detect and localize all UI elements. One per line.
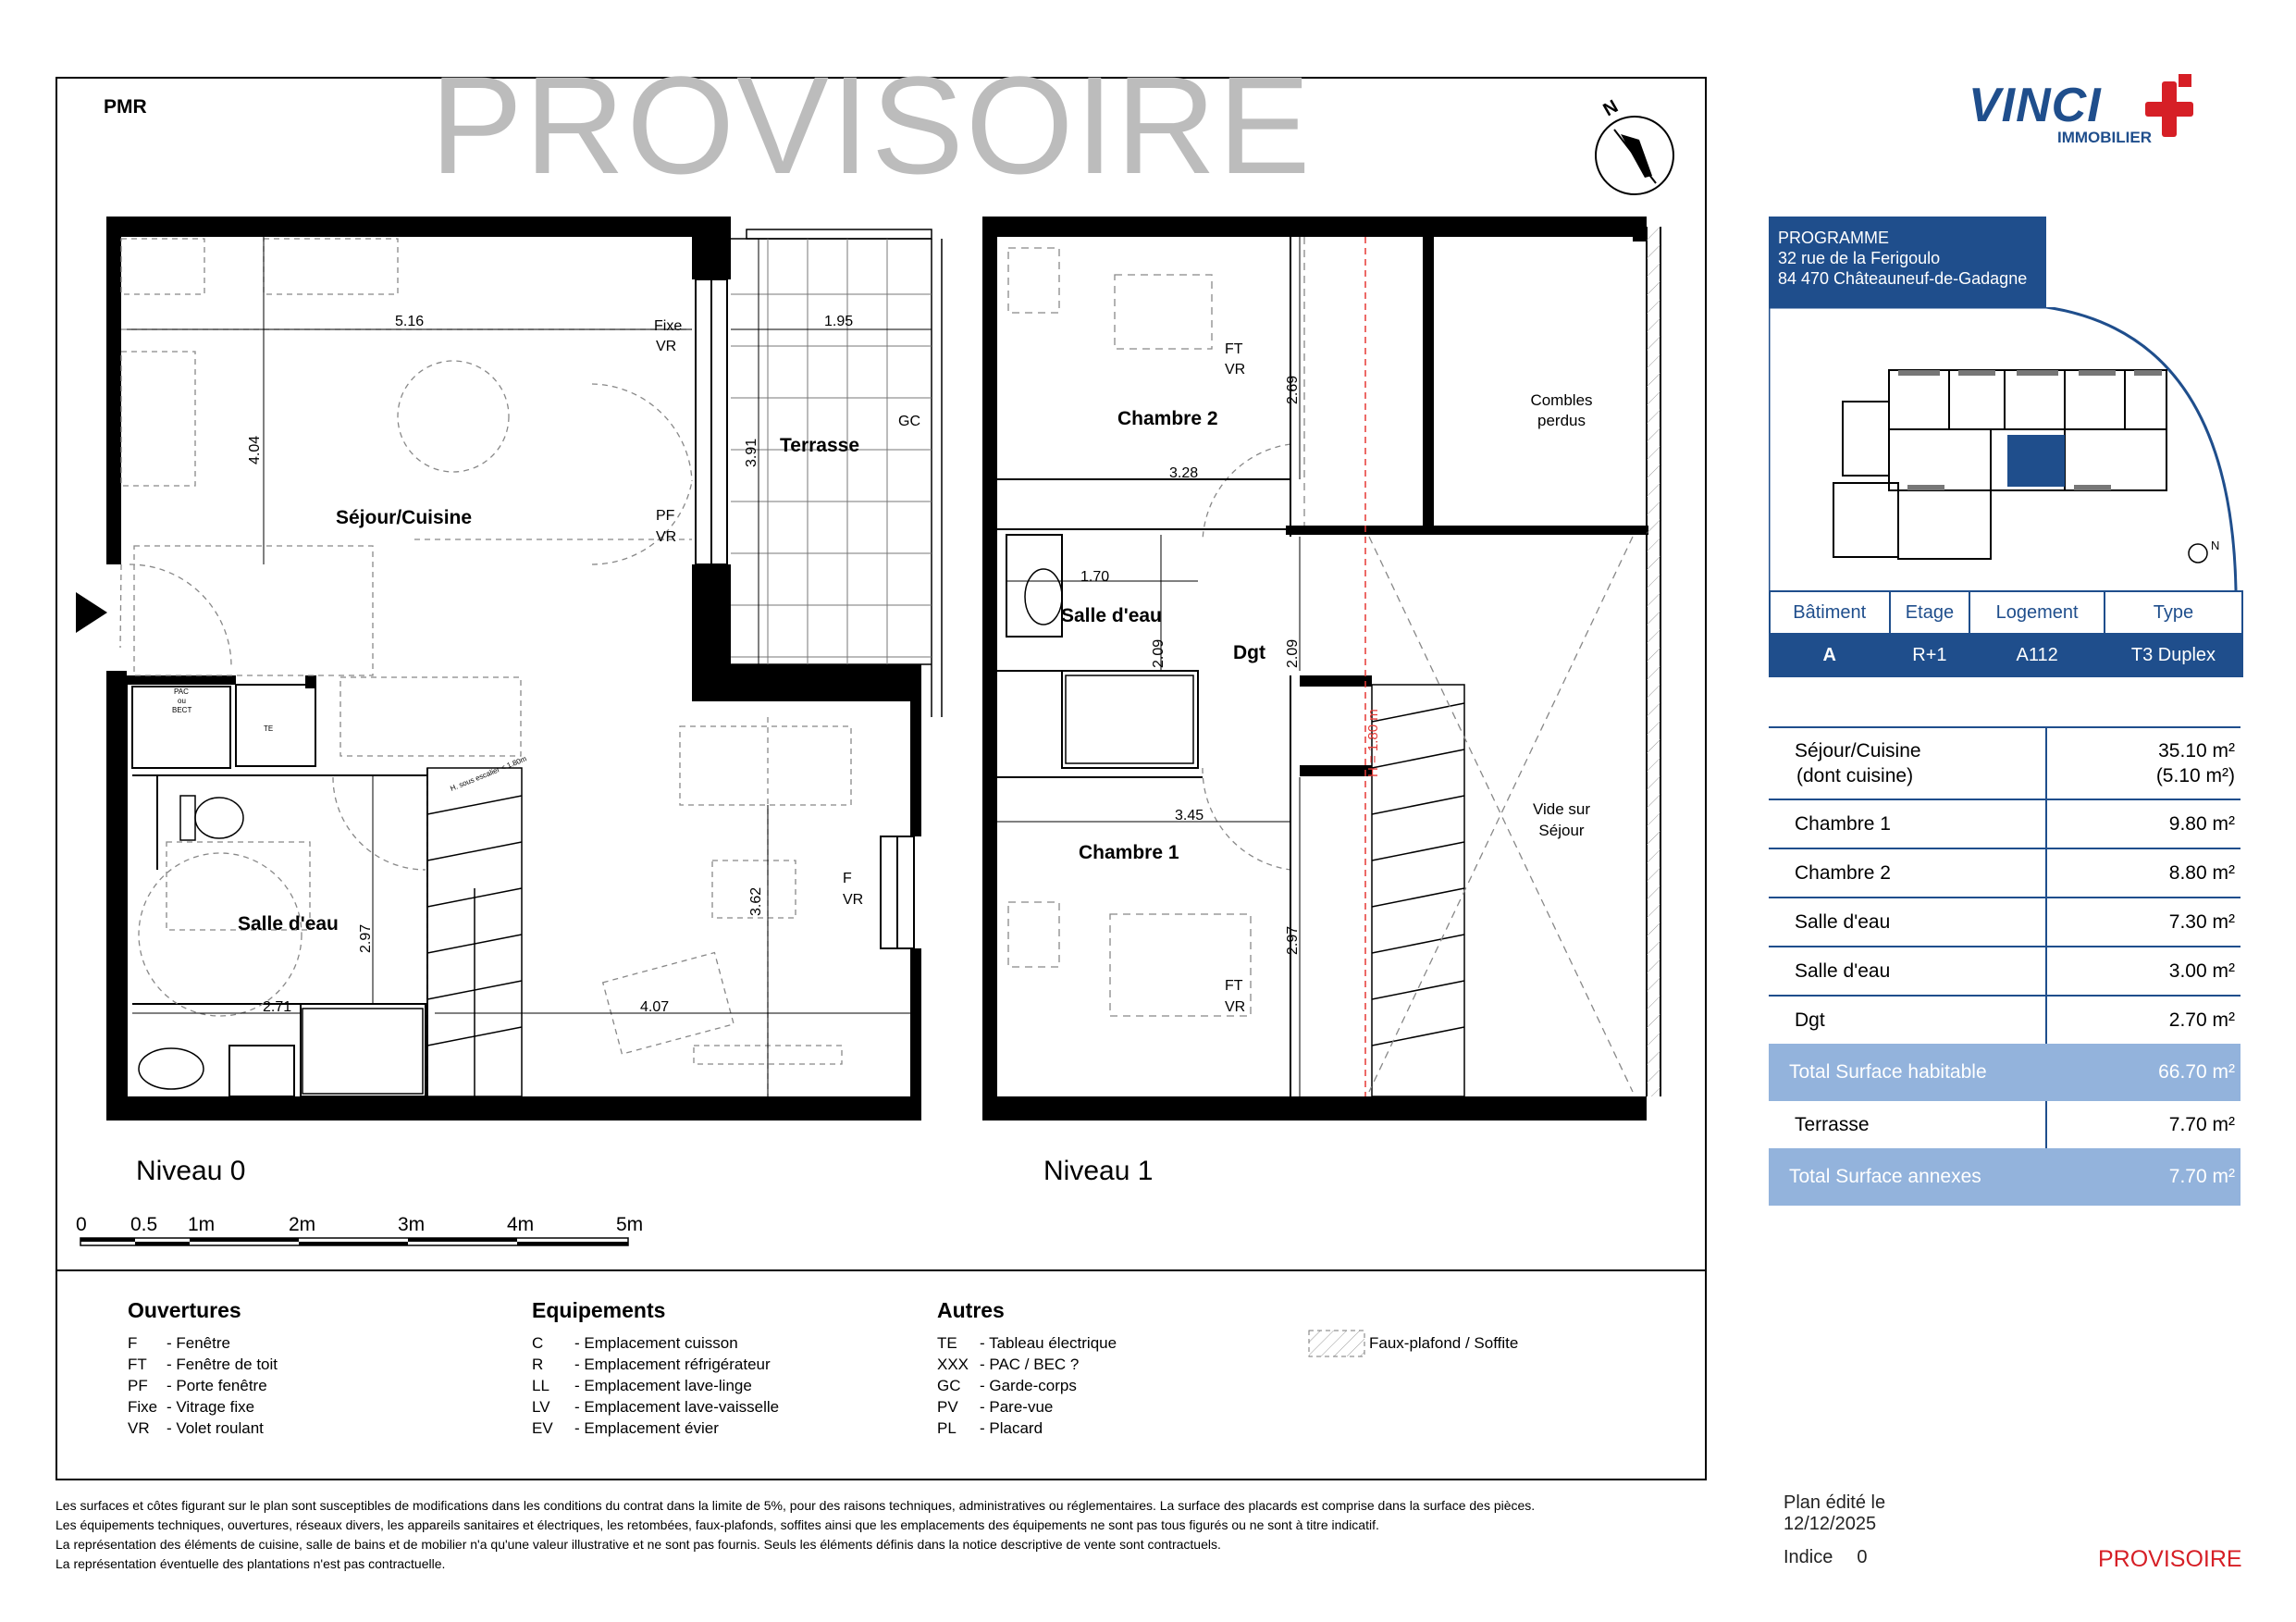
- level1-roof-hatch: [1647, 227, 1660, 1096]
- scale-label-0: 0: [76, 1214, 87, 1235]
- legend-faux-plafond: [1308, 1330, 1518, 1357]
- surface-value: 7.30 m²: [2046, 898, 2240, 947]
- vinci-logo: [1969, 74, 2228, 153]
- value-logement: A112: [1969, 634, 2105, 676]
- level0-small-marks: [172, 687, 528, 793]
- indice-value: 0: [1857, 1547, 1868, 1567]
- level0-sanitary: [139, 796, 423, 1094]
- surface-value: 2.70 m²: [2168, 1009, 2235, 1031]
- legend-item: FT - Fenêtre de toit: [128, 1356, 278, 1373]
- legend-title: Equipements: [532, 1298, 666, 1322]
- dim-407: 4.07: [640, 999, 670, 1015]
- status-label: PROVISOIRE: [2098, 1546, 2242, 1572]
- level1-area-labels: [1530, 391, 1592, 839]
- room-label-salle-eau-1: Salle d'eau: [1061, 605, 1162, 626]
- total-habitable-row: [1769, 1044, 2240, 1101]
- surface-subname: (dont cuisine): [1796, 765, 1914, 786]
- scale-label-2m: 2m: [289, 1214, 316, 1235]
- surface-row: [1769, 848, 2240, 898]
- surface-name: Salle d'eau: [1769, 947, 2046, 996]
- surface-name: Chambre 2: [1769, 848, 2046, 898]
- edit-date: [1784, 1492, 1885, 1535]
- surface-value: 7.70 m²: [2168, 1113, 2235, 1135]
- legend-item: LV - Emplacement lave-vaisselle: [532, 1398, 780, 1416]
- edit-value: 12/12/2025: [1784, 1514, 1877, 1534]
- room-label-dgt: Dgt: [1233, 642, 1265, 663]
- compass-icon: [1596, 96, 1673, 194]
- disclaimer-line: Les équipements techniques, ouvertures, réseaux divers, les appareils sanitaires et électriques, les retombées, faux-plafonds, soffites ainsi que les emplacements des équipements ne sont pas tous figurés ou ne sont à titre indicatif.: [56, 1517, 1379, 1532]
- legend-item: F - Fenêtre: [128, 1334, 230, 1352]
- mark-vr2: VR: [656, 529, 677, 545]
- mark-stair-note: H. sous escalier < 1.80m: [449, 754, 528, 793]
- mark-pac3: BECT: [172, 706, 192, 714]
- dim-269: 2.69: [1285, 375, 1301, 404]
- surface-name: Dgt: [1769, 996, 2046, 1044]
- dim-170: 1.70: [1080, 569, 1110, 585]
- terrasse-row: [1769, 1101, 2240, 1148]
- key-plan: [1769, 307, 2243, 590]
- legend-item: PF - Porte fenêtre: [128, 1377, 267, 1394]
- total-annexes-name: Total Surface annexes: [1769, 1148, 2046, 1206]
- dim-328: 3.28: [1169, 465, 1199, 481]
- label-vide-1: Vide sur: [1532, 800, 1591, 818]
- level-label-0: Niveau 0: [136, 1156, 246, 1186]
- mark-pac2: ou: [178, 697, 186, 705]
- legend-ouvertures: [128, 1298, 278, 1439]
- dim-195: 1.95: [824, 314, 854, 329]
- value-batiment: A: [1770, 634, 1890, 676]
- scale-bar: [76, 1214, 643, 1245]
- total-annexes-row: [1769, 1148, 2240, 1206]
- surface-value: 9.80 m²: [2046, 799, 2240, 848]
- legend-title: Ouvertures: [128, 1298, 241, 1322]
- surface-row: [1769, 898, 2240, 947]
- surface-value: 8.80 m²: [2046, 848, 2240, 898]
- legend-item: PV - Pare-vue: [937, 1398, 1054, 1416]
- label-combles-2: perdus: [1537, 412, 1586, 429]
- room-label-terrasse: Terrasse: [780, 435, 860, 456]
- washbasin-icon: [1025, 569, 1062, 625]
- surface-value: 35.10 m²: [2158, 740, 2235, 761]
- scale-label-05: 0.5: [130, 1214, 158, 1235]
- level1-interior: [997, 227, 1660, 1096]
- scale-label-3m: 3m: [398, 1214, 426, 1235]
- value-etage: R+1: [1890, 634, 1970, 676]
- disclaimer-line: La représentation éventuelle des plantations n'est pas contractuelle.: [56, 1556, 446, 1571]
- legend-item: LL - Emplacement lave-linge: [532, 1377, 752, 1394]
- level1-sanitary: [1025, 569, 1193, 763]
- total-habitable-value: 66.70 m²: [2046, 1044, 2240, 1101]
- level1-stairs: [1372, 685, 1464, 1096]
- dim-209b: 2.09: [1285, 638, 1301, 668]
- mark-gc: GC: [898, 414, 920, 429]
- total-habitable-name: Total Surface habitable: [1769, 1044, 2046, 1101]
- label-vide-2: Séjour: [1538, 822, 1585, 839]
- shower-icon: [1066, 675, 1193, 763]
- mark-ft2: FT: [1225, 978, 1243, 994]
- pmr-label: PMR: [104, 96, 147, 118]
- level0-interior: [127, 685, 427, 1096]
- mark-f: F: [843, 871, 852, 886]
- height-line-label: H = 1.80 m: [1365, 709, 1381, 777]
- surfaces-table: [1769, 726, 2240, 1206]
- room-label-chambre2: Chambre 2: [1117, 408, 1218, 429]
- key-plan-drawing: [1769, 307, 2243, 590]
- dim-297a: 2.97: [358, 923, 374, 953]
- room-label-sejour: Séjour/Cuisine: [336, 507, 473, 528]
- mark-vr5: VR: [1225, 999, 1246, 1015]
- level1-void-lines: [1008, 237, 1633, 1092]
- surface-row: [1769, 947, 2240, 996]
- svg-text:IMMOBILIER: IMMOBILIER: [2057, 129, 2152, 146]
- svg-text:VINCI: VINCI: [1969, 79, 2102, 132]
- total-annexes-value: 7.70 m²: [2046, 1148, 2240, 1206]
- mark-vr4: VR: [1225, 362, 1246, 378]
- dim-362: 3.62: [748, 886, 764, 916]
- header-logement: Logement: [1969, 591, 2105, 634]
- dim-345: 3.45: [1175, 808, 1204, 823]
- indice-label: Indice: [1784, 1547, 1833, 1567]
- value-type: T3 Duplex: [2105, 634, 2242, 676]
- mark-pac1: PAC: [174, 687, 189, 696]
- mark-vr3: VR: [843, 892, 864, 908]
- mark-pf: PF: [656, 508, 675, 524]
- disclaimer-line: La représentation des éléments de cuisine, salle de bains et de mobilier n'a qu'une valeur illustrative et ne sont pas fournis. Seuls les éléments définis dans la notice descriptive de vente sont contractuels.: [56, 1537, 1221, 1552]
- shower-icon: [302, 1009, 423, 1094]
- level1-dimension-labels: [1080, 376, 1301, 955]
- legend-title: Autres: [937, 1298, 1005, 1322]
- scale-label-5m: 5m: [616, 1214, 644, 1235]
- dim-404: 4.04: [247, 435, 263, 464]
- scale-label-4m: 4m: [507, 1214, 535, 1235]
- legend-item: TE - Tableau électrique: [937, 1334, 1117, 1352]
- watermark: PROVISOIRE: [430, 47, 1313, 203]
- scale-label-1m: 1m: [188, 1214, 216, 1235]
- svg-text:N: N: [2211, 539, 2220, 552]
- programme-address-2: 84 470 Châteauneuf-de-Gadagne: [1778, 269, 2028, 288]
- dim-209a: 2.09: [1151, 638, 1167, 668]
- info-table: [1769, 590, 2243, 677]
- surface-name: Terrasse: [1769, 1101, 2046, 1148]
- dim-391: 3.91: [744, 438, 759, 467]
- header-type: Type: [2105, 591, 2242, 634]
- surface-row: [1769, 799, 2240, 848]
- label-combles-1: Combles: [1530, 391, 1593, 409]
- mark-ft1: FT: [1225, 341, 1243, 357]
- dim-271: 2.71: [263, 999, 292, 1015]
- surface-subvalue: (5.10 m²): [2155, 765, 2235, 786]
- terrace-grid: [731, 229, 942, 717]
- key-plan-highlight: [2007, 435, 2065, 487]
- surface-name: Chambre 1: [1769, 799, 2046, 848]
- edit-label: Plan édité le: [1784, 1492, 1886, 1513]
- room-label-salle-eau-0: Salle d'eau: [238, 913, 339, 935]
- legend-item: VR - Volet roulant: [128, 1419, 264, 1437]
- header-etage: Etage: [1890, 591, 1970, 634]
- programme-title: PROGRAMME: [1778, 229, 1890, 247]
- surface-name: Salle d'eau: [1769, 898, 2046, 947]
- disclaimer-line: Les surfaces et côtes figurant sur le plan sont susceptibles de modifications dans les conditions du contrat dans la limite de 5%, pour des raisons techniques, administratives ou réglementaires. La surface des placards est comprise dans la surface des pièces.: [56, 1498, 1536, 1513]
- dim-297b: 2.97: [1285, 925, 1301, 955]
- legend-faux-plafond-label: Faux-plafond / Soffite: [1369, 1334, 1519, 1352]
- surface-value: 3.00 m²: [2046, 947, 2240, 996]
- entrance-arrow-icon: [76, 592, 107, 633]
- legend-item: C - Emplacement cuisson: [532, 1334, 738, 1352]
- level1-walls: [982, 217, 1648, 1121]
- surface-name: Séjour/Cuisine: [1795, 740, 1921, 761]
- vinci-logo-icon: [1969, 74, 2228, 148]
- legend-item: EV - Emplacement évier: [532, 1419, 719, 1437]
- level0-stairs: [427, 768, 522, 1096]
- level-label-1: Niveau 1: [1043, 1156, 1154, 1186]
- legend-item: GC - Garde-corps: [937, 1377, 1077, 1394]
- toilet-icon: [195, 798, 243, 838]
- legend-item: XXX - PAC / BEC ?: [937, 1356, 1080, 1373]
- legend-equipements: [532, 1298, 779, 1439]
- compass-n-label: N: [1599, 96, 1623, 121]
- programme-box: [1769, 217, 2046, 307]
- disclaimer: [56, 1496, 1628, 1574]
- dim-516: 5.16: [395, 314, 425, 329]
- legend-item: Fixe - Vitrage fixe: [128, 1398, 255, 1416]
- header-batiment: Bâtiment: [1770, 591, 1890, 634]
- programme-address-1: 32 rue de la Ferigoulo: [1778, 249, 1941, 267]
- level0-walls: [106, 217, 921, 1121]
- room-label-chambre1: Chambre 1: [1079, 842, 1179, 863]
- hatch-swatch-icon: [1308, 1330, 1365, 1357]
- level1-room-labels: [1061, 408, 1265, 863]
- indice: [1784, 1547, 1868, 1568]
- mark-fixe: Fixe: [654, 318, 683, 334]
- surface-row: [1769, 996, 2240, 1044]
- legend-item: R - Emplacement réfrigérateur: [532, 1356, 771, 1373]
- surface-row: [1769, 727, 2240, 799]
- legend-separator: [56, 1269, 1707, 1271]
- mark-te: TE: [264, 724, 274, 733]
- legend-autres: [937, 1298, 1117, 1439]
- mark-vr1: VR: [656, 339, 677, 354]
- legend-item: PL - Placard: [937, 1419, 1043, 1437]
- washbasin-icon: [139, 1048, 204, 1089]
